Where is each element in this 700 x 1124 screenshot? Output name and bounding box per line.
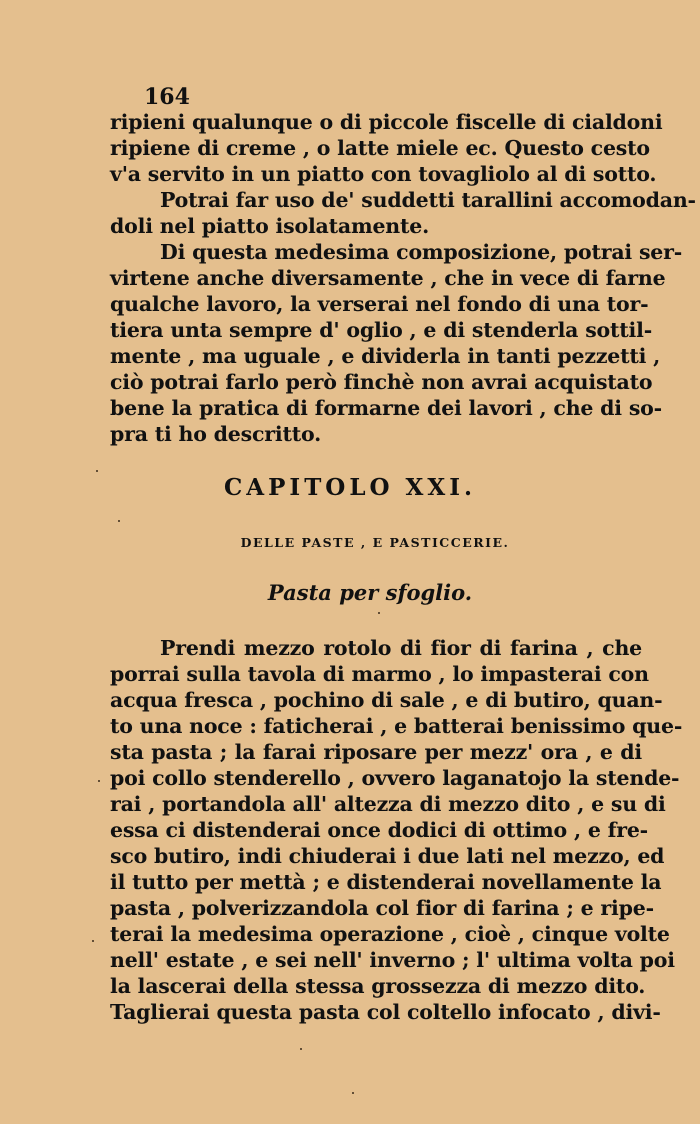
text-line: tiera unta sempre d' oglio , e di stenderla sottil- — [110, 318, 653, 342]
text-line: essa ci distenderai once dodici di ottimo , e fre- — [110, 818, 648, 842]
text-line: la lascerai della stessa grossezza di mezzo dito. — [110, 974, 646, 998]
text-line: qualche lavoro, la verserai nel fondo di una tor- — [110, 292, 649, 316]
print-speck — [118, 520, 120, 522]
text-line: v'a servito in un piatto con tovagliolo al di sotto. — [110, 162, 657, 186]
print-speck — [96, 470, 98, 472]
text-line: to una noce : faticherai , e batterai benissimo que- — [110, 714, 683, 738]
text-line: Potrai far uso de' suddetti tarallini accomodan- — [160, 188, 696, 212]
text-line: ripiene di creme , o latte miele ec. Questo cesto — [110, 136, 650, 160]
print-speck — [300, 1048, 302, 1050]
chapter-subtitle: DELLE PASTE , E PASTICCERIE. — [240, 535, 510, 550]
chapter-title: CAPITOLO XXI. — [223, 474, 477, 501]
text-line: Prendi mezzo rotolo di fior di farina , che — [160, 636, 642, 660]
text-line: pasta , polverizzandola col fior di farina ; e ripe- — [110, 896, 654, 920]
text-line: sta pasta ; la farai riposare per mezz' ora , e di — [110, 740, 642, 764]
text-line: nell' estate , e sei nell' inverno ; l' ultima volta poi — [110, 948, 675, 972]
print-speck — [98, 780, 100, 782]
print-speck — [378, 612, 380, 614]
print-speck — [92, 940, 94, 942]
text-line: terai la medesima operazione , cioè , cinque volte — [110, 922, 670, 946]
text-line: ripieni qualunque o di piccole fiscelle di cialdoni — [110, 110, 663, 134]
recipe-title: Pasta per sfoglio. — [267, 580, 473, 605]
text-line: mente , ma uguale , e dividerla in tanti pezzetti , — [110, 344, 661, 368]
text-line: poi collo stenderello , ovvero laganatojo la stende- — [110, 766, 680, 790]
text-line: rai , portandola all' altezza di mezzo dito , e su di — [110, 792, 666, 816]
text-line: acqua fresca , pochino di sale , e di butiro, quan- — [110, 688, 663, 712]
text-line: Di questa medesima composizione, potrai ser- — [160, 240, 683, 264]
text-line: il tutto per mettà ; e distenderai novellamente la — [110, 870, 662, 894]
text-line: Taglierai questa pasta col coltello infocato , divi- — [110, 1000, 661, 1024]
text-line: sco butiro, indi chiuderai i due lati nel mezzo, ed — [110, 844, 665, 868]
text-line: ciò potrai farlo però finchè non avrai acquistato — [110, 370, 653, 394]
text-line: doli nel piatto isolatamente. — [110, 214, 430, 238]
text-line: pra ti ho descritto. — [110, 422, 322, 446]
text-line: virtene anche diversamente , che in vece di farne — [110, 266, 666, 290]
page-number: 164 — [144, 84, 190, 110]
print-speck — [352, 1092, 354, 1094]
text-line: porrai sulla tavola di marmo , lo impasterai con — [110, 662, 649, 686]
text-line: bene la pratica di formarne dei lavori , che di so- — [110, 396, 662, 420]
